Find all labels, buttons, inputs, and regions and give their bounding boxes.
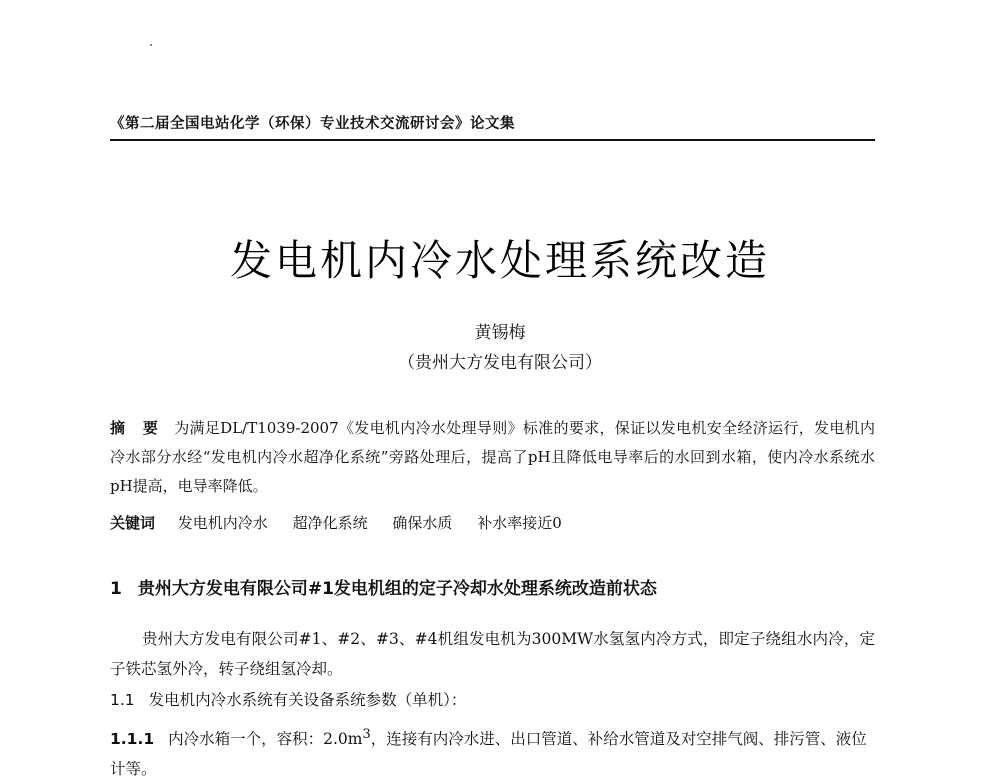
scan-speck [150,44,152,46]
subsection-title: 发电机内冷水系统有关设备系统参数（单机）： [148,691,467,709]
subsubsection-number: 1.1.1 [110,730,155,749]
subsection-number: 1.1 [110,691,135,709]
section-1-heading [110,574,875,599]
abstract [110,414,875,501]
subsection-1-1-1 [110,720,875,784]
author-name: 黄锡梅 [474,323,526,343]
abstract-label: 摘 要 [110,419,165,437]
header-rule [110,139,875,141]
journal-header: 《第二届全国电站化学（环保）专业技术交流研讨会》论文集 [110,115,515,132]
subsubsection-text-before: 内冷水箱一个，容积：2.0m [168,730,363,749]
keywords [110,512,875,533]
keyword-item: 补水率接近0 [477,514,562,532]
section-number: 1 [110,579,122,599]
keyword-item: 超净化系统 [292,514,368,532]
abstract-text: 为满足DL/T1039-2007《发电机内冷水处理导则》标准的要求，保证以发电机安全经济运行，发电机内冷水部分水经“发电机内冷水超净化系统”旁路处理后，提高了pH且降低电导率后的水回到水箱，使内冷水系统水pH提高，电导率降低。 [110,419,875,495]
keyword-item: 发电机内冷水 [177,514,268,532]
keyword-item: 确保水质 [392,514,453,532]
section-1-paragraph: 贵州大方发电有限公司#1、#2、#3、#4机组发电机为300MW水氢氢内冷方式，即定子绕组水内冷，定子铁芯氢外冷，转子绕组氢冷却。 [110,630,875,678]
keywords-label: 关键词 [110,514,156,532]
subsubsection-text-after: ，连接有内冷水进、出口管道、补给水管道及对空排气阀、排污管、液位计等。 [110,730,867,779]
section-title: 贵州大方发电有限公司#1发电机组的定子冷却水处理系统改造前状态 [137,579,657,599]
paper-title: 发电机内冷水处理系统改造 [229,236,770,285]
author-affiliation: （贵州大方发电有限公司） [398,353,602,373]
unit-superscript: 3 [362,727,371,742]
subsection-1-1-heading [110,688,875,710]
